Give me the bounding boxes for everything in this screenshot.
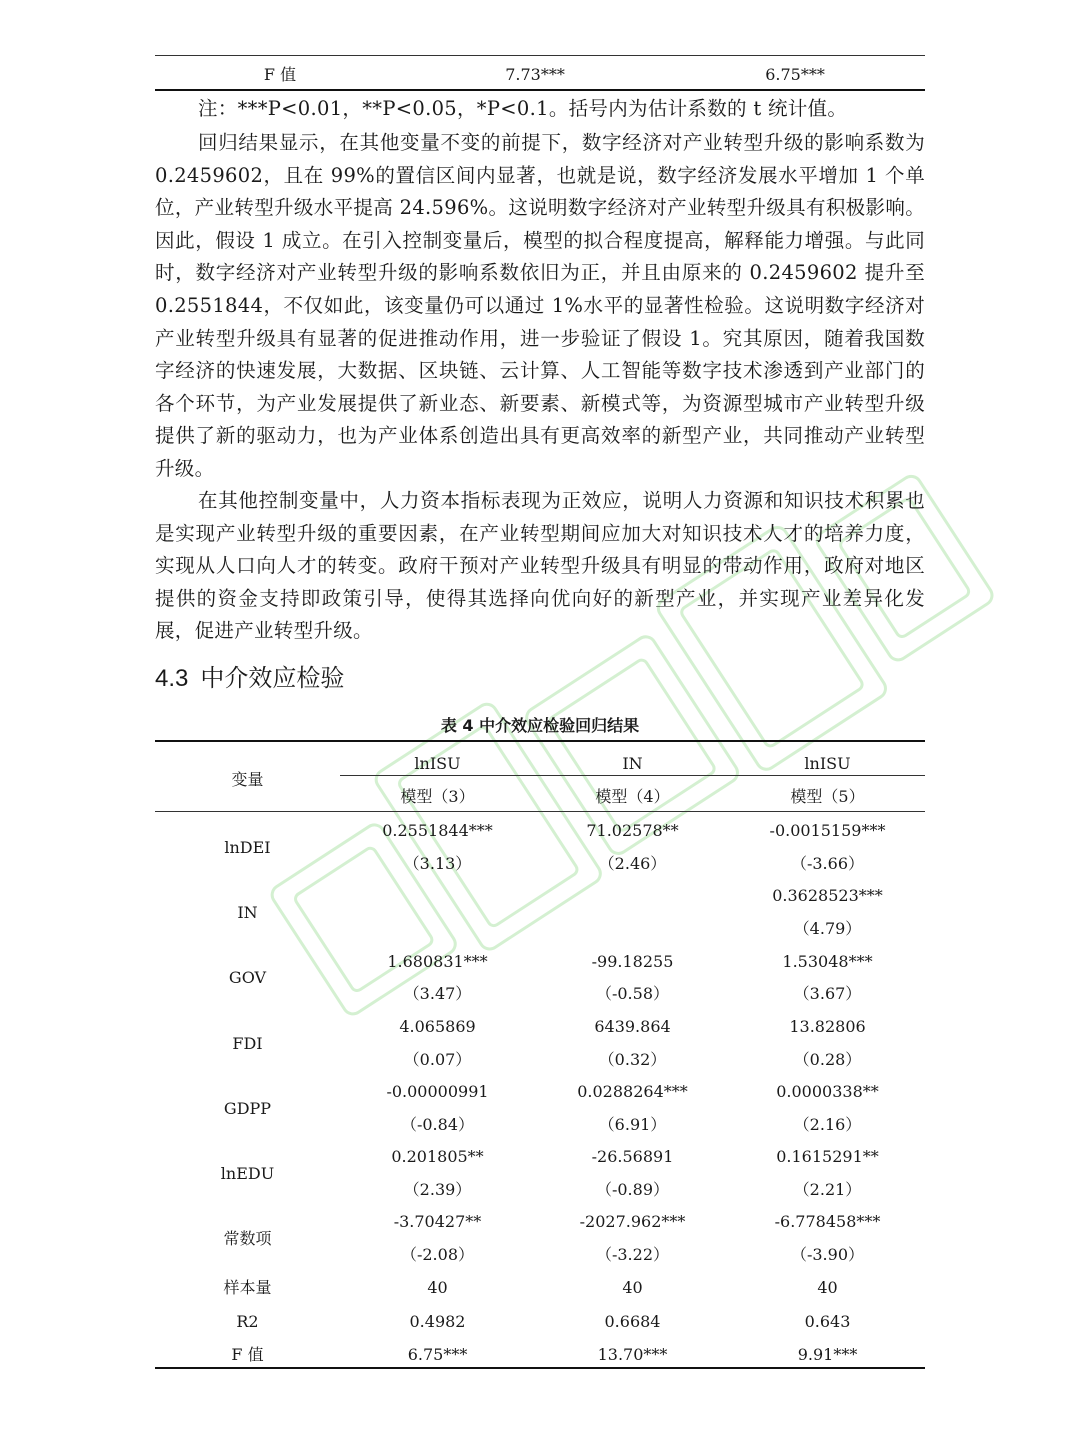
- section-title: 中介效应检验: [200, 664, 345, 692]
- coefficient-cell: -0.00000991: [386, 1082, 489, 1101]
- t-stat-cell: （-3.90）: [790, 1245, 865, 1264]
- coefficient-cell: 0.1615291**: [776, 1147, 879, 1166]
- t-stat-cell: （6.91）: [598, 1115, 667, 1134]
- t-stat-cell: （4.79）: [793, 919, 862, 938]
- coefficient-cell: -0.0015159***: [769, 821, 886, 840]
- row-label: IN: [237, 902, 258, 922]
- stat-cell: 40: [817, 1278, 838, 1297]
- stat-cell: 0.643: [804, 1312, 851, 1331]
- stat-cell: 40: [427, 1278, 448, 1297]
- header-model: 模型（3）: [400, 787, 475, 806]
- coefficient-cell: 1.680831***: [387, 952, 488, 971]
- stat-cell: 40: [622, 1278, 643, 1297]
- row-label: lnDEI: [224, 837, 271, 857]
- row-label: GDPP: [223, 1098, 272, 1118]
- stat-cell: 9.91***: [797, 1345, 858, 1364]
- coefficient-cell: 0.0000338**: [776, 1082, 879, 1101]
- row-label: FDI: [232, 1033, 263, 1053]
- t-stat-cell: （2.16）: [793, 1115, 862, 1134]
- table-header-rule: [155, 811, 925, 812]
- coefficient-cell: -2027.962***: [579, 1212, 686, 1231]
- coefficient-cell: -26.56891: [591, 1147, 674, 1166]
- table-cell: 6.75***: [765, 65, 825, 84]
- coefficient-cell: 4.065869: [399, 1017, 476, 1036]
- coefficient-cell: 0.3628523***: [772, 886, 883, 905]
- t-stat-cell: （2.39）: [403, 1180, 472, 1199]
- t-stat-cell: （-3.22）: [595, 1245, 670, 1264]
- coefficient-cell: 0.201805**: [391, 1147, 484, 1166]
- t-stat-cell: （-0.84）: [400, 1115, 475, 1134]
- t-stat-cell: （3.67）: [793, 984, 862, 1003]
- table-rule: [155, 55, 925, 56]
- stat-label: 样本量: [223, 1278, 272, 1297]
- t-stat-cell: （2.46）: [598, 854, 667, 873]
- t-stat-cell: （2.21）: [793, 1180, 862, 1199]
- t-stat-cell: （0.28）: [793, 1050, 862, 1069]
- table-row: [155, 62, 925, 88]
- stat-label: F 值: [231, 1345, 264, 1364]
- stat-cell: 13.70***: [597, 1345, 668, 1364]
- table-bottom-rule: [155, 1367, 925, 1369]
- section-number: 4.3: [155, 665, 189, 692]
- coefficient-cell: -6.778458***: [774, 1212, 881, 1231]
- t-stat-cell: （3.47）: [403, 984, 472, 1003]
- coefficient-cell: -3.70427**: [393, 1212, 482, 1231]
- table-cell: 7.73***: [505, 65, 565, 84]
- header-dep-var: lnISU: [414, 754, 461, 773]
- table-top-rule: [155, 740, 925, 742]
- t-stat-cell: （-2.08）: [400, 1245, 475, 1264]
- row-label: GOV: [228, 968, 267, 987]
- body-paragraph: 在其他控制变量中，人力资本指标表现为正效应，说明人力资源和知识技术积累也是实现产业转型升级的重要因素，在产业转型期间应加大对知识技术人才的培养力度，实现从人口向人才的转变。政府干预对产业转型升级具有明显的带动作用，政府对地区提供的资金支持即政策引导，使得其选择向优向好的新型产业，并实现产业差异化发展，促进产业转型升级。: [155, 489, 925, 643]
- t-stat-cell: （3.13）: [403, 854, 472, 873]
- stat-cell: 0.6684: [604, 1312, 661, 1331]
- row-label: lnEDU: [220, 1163, 275, 1183]
- body-paragraph: 回归结果显示，在其他变量不变的前提下，数字经济对产业转型升级的影响系数为 0.2459602，且在 99%的置信区间内显著，也就是说，数字经济发展水平增加 1 个单位，产业转型升级水平提高 24.596%。这说明数字经济对产业转型升级具有积极影响。因此，假设 1 成立。在引入控制变量后，模型的拟合程度提高，解释能力增强。与此同时，数字经济对产业转型升级的影响系数依旧为正，并且由原来的 0.2459602 提升至 0.2551844，不仅如此，该变量仍可以通过 1%水平的显著性检验。这说明数字经济对产业转型升级具有显著的促进推动作用，进一步验证了假设 1。究其原因，随着我国数字经济的快速发展，大数据、区块链、云计算、人工智能等数字技术渗透到产业部门的各个环节，为产业发展提供了新业态、新要素、新模式等，为资源型城市产业转型升级提供了新的驱动力，也为产业体系创造出具有更高效率的新型产业，共同推动产业转型升级。: [155, 131, 925, 480]
- table-caption: 表 4 中介效应检验回归结果: [440, 716, 640, 735]
- table-bottom-rule: [155, 89, 925, 91]
- header-variable: 变量: [231, 770, 264, 789]
- t-stat-cell: （0.32）: [598, 1050, 667, 1069]
- row-label: 常数项: [223, 1228, 272, 1248]
- header-model: 模型（4）: [595, 787, 670, 806]
- section-heading: [155, 658, 344, 699]
- coefficient-cell: 0.0288264***: [577, 1082, 688, 1101]
- row-label: F 值: [263, 65, 297, 84]
- header-dep-var: lnISU: [804, 754, 851, 773]
- t-stat-cell: （-3.66）: [790, 854, 865, 873]
- t-stat-cell: （0.07）: [403, 1050, 472, 1069]
- coefficient-cell: 0.2551844***: [382, 821, 493, 840]
- stat-cell: 6.75***: [407, 1345, 468, 1364]
- header-model: 模型（5）: [790, 787, 865, 806]
- t-stat-cell: （-0.89）: [595, 1180, 670, 1199]
- stat-cell: 0.4982: [409, 1312, 466, 1331]
- stat-label: R2: [236, 1312, 259, 1331]
- coefficient-cell: -99.18255: [591, 952, 674, 971]
- coefficient-cell: 13.82806: [789, 1017, 866, 1036]
- table-note: 注：***P<0.01，**P<0.05，*P<0.1。括号内为估计系数的 t 统计值。: [198, 97, 848, 120]
- header-dep-var: IN: [622, 754, 643, 773]
- coefficient-cell: 6439.864: [594, 1017, 671, 1036]
- coefficient-cell: 1.53048***: [782, 952, 873, 971]
- coefficient-cell: 71.02578**: [586, 821, 679, 840]
- t-stat-cell: （-0.58）: [595, 984, 670, 1003]
